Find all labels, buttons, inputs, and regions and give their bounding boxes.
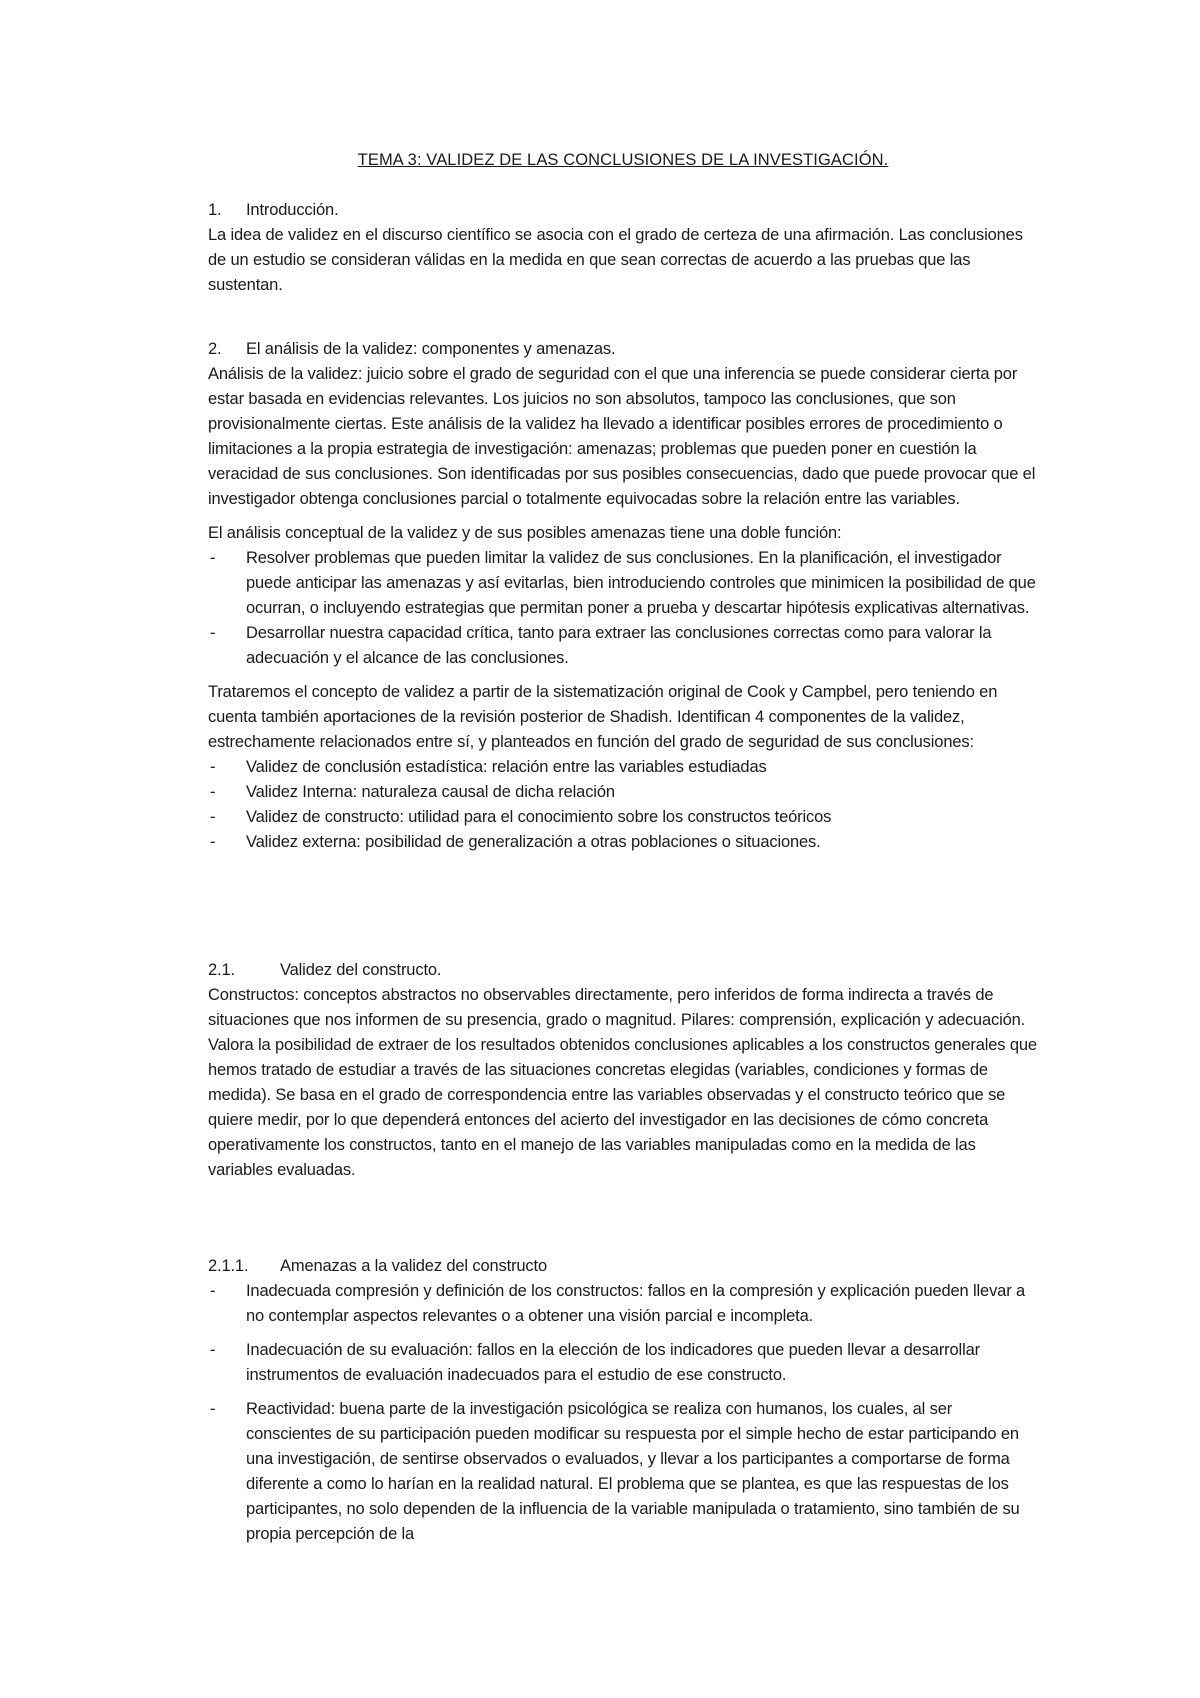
list-item — [208, 805, 1038, 830]
list-item-text: Resolver problemas que pueden limitar la validez de sus conclusiones. En la planificación, el investigador puede anticipar las amenazas y así evitarlas, bien introduciendo controles que minimicen la posibilidad de que ocurran, o incluyendo estrategias que permitan poner a prueba y descartar hipótesis explicativas alternativas. — [246, 549, 1036, 617]
dash-bullet: - — [210, 1282, 216, 1300]
list-item-text: Validez de conclusión estadística: relación entre las variables estudiadas — [246, 758, 767, 776]
paragraph: El análisis conceptual de la validez y de sus posibles amenazas tiene una doble función: — [208, 524, 842, 542]
section-number: 1. — [208, 201, 222, 219]
list-item — [208, 1279, 1038, 1329]
list-item — [208, 621, 1038, 671]
dash-bullet: - — [210, 1400, 216, 1418]
paragraph: Trataremos el concepto de validez a partir de la sistematización original de Cook y Campbel, pero teniendo en cuenta también aportaciones de la revisión posterior de Shadish. Identifican 4 componentes de la validez, estrechamente relacionados entre sí, y planteados en función del grado de seguridad de sus conclusiones: — [208, 683, 998, 751]
list-item-text: Validez externa: posibilidad de generalización a otras poblaciones o situaciones. — [246, 833, 821, 851]
list-item-text: Validez de constructo: utilidad para el conocimiento sobre los constructos teóricos — [246, 808, 832, 826]
list-item — [208, 780, 1038, 805]
list-item — [208, 830, 1038, 855]
section-title: Amenazas a la validez del constructo — [280, 1257, 547, 1275]
paragraph: Análisis de la validez: juicio sobre el grado de seguridad con el que una inferencia se puede considerar cierta por estar basada en evidencias relevantes. Los juicios no son absolutos, tampoco las conclusiones, que son provisionalmente ciertas. Este análisis de la validez ha llevado a identificar posibles errores de procedimiento o limitaciones a la propia estrategia de investigación: amenazas; problemas que pueden poner en cuestión la veracidad de sus conclusiones. Son identificadas por sus posibles consecuencias, dado que puede provocar que el investigador obtenga conclusiones parcial o totalmente equivocadas sobre la relación entre las variables. — [208, 365, 1036, 508]
section-title: Validez del constructo. — [280, 961, 442, 979]
list-item — [208, 546, 1038, 621]
list-item — [208, 755, 1038, 780]
threats-list — [208, 1279, 1038, 1547]
section-title: Introducción. — [246, 201, 339, 219]
dash-bullet: - — [210, 624, 216, 642]
section-amenazas-constructo — [208, 1254, 1038, 1547]
section-heading — [208, 958, 1038, 983]
section-introduccion — [208, 198, 1038, 298]
list-item-text: Desarrollar nuestra capacidad crítica, tanto para extraer las conclusiones correctas como para valorar la adecuación y el alcance de las conclusiones. — [246, 624, 992, 667]
list-item-text: Inadecuación de su evaluación: fallos en la elección de los indicadores que pueden llevar a desarrollar instrumentos de evaluación inadecuados para el estudio de ese constructo. — [246, 1341, 980, 1384]
section-heading — [208, 337, 1038, 362]
paragraph: Constructos: conceptos abstractos no observables directamente, pero inferidos de forma indirecta a través de situaciones que nos informen de su presencia, grado o magnitud. Pilares: comprensión, explicación y adecuación. Valora la posibilidad de extraer de los resultados obtenidos conclusiones aplicables a los constructos generales que hemos tratado de estudiar a través de las situaciones concretas elegidas (variables, condiciones y formas de medida). Se basa en el grado de correspondencia entre las variables observadas y el constructo teórico que se quiere medir, por lo que dependerá entonces del acierto del investigador en las decisiones de cómo concreta operativamente los constructos, tanto en el manejo de las variables manipuladas como en la medida de las variables evaluadas. — [208, 986, 1037, 1179]
dash-bullet: - — [210, 833, 216, 851]
section-validez-constructo — [208, 958, 1038, 1183]
list-item-text: Inadecuada compresión y definición de los constructos: fallos en la compresión y explicación pueden llevar a no contemplar aspectos relevantes o a obtener una visión parcial e incompleta. — [246, 1282, 1026, 1325]
dash-bullet: - — [210, 783, 216, 801]
section-number: 2. — [208, 340, 222, 358]
list-item — [208, 1338, 1038, 1388]
section-title: El análisis de la validez: componentes y amenazas. — [246, 340, 616, 358]
dash-bullet: - — [210, 549, 216, 567]
list-item — [208, 1397, 1038, 1547]
document-title: TEMA 3: VALIDEZ DE LAS CONCLUSIONES DE LA INVESTIGACIÓN. — [357, 151, 889, 169]
section-heading — [208, 1254, 1038, 1279]
dash-bullet: - — [210, 1341, 216, 1359]
list-item-text: Validez Interna: naturaleza causal de dicha relación — [246, 783, 615, 801]
section-number: 2.1. — [208, 961, 235, 979]
section-analisis-validez — [208, 337, 1038, 855]
list-item-text: Reactividad: buena parte de la investigación psicológica se realiza con humanos, los cuales, al ser conscientes de su participación pueden modificar su respuesta por el simple hecho de estar participando en una investigación, de sentirse observados o evaluados, y llevar a los participantes a comportarse de forma diferente a como lo harían en la realidad natural. El problema que se plantea, es que las respuestas de los participantes, no solo dependen de la influencia de la variable manipulada o tratamiento, sino también de su propia percepción de la — [246, 1400, 1020, 1543]
section-number: 2.1.1. — [208, 1257, 249, 1275]
paragraph: La idea de validez en el discurso científico se asocia con el grado de certeza de una afirmación. Las conclusiones de un estudio se consideran válidas en la medida en que sean correctas de acuerdo a las pruebas que las sustentan. — [208, 226, 1023, 294]
dash-bullet: - — [210, 758, 216, 776]
section-heading — [208, 198, 1038, 223]
components-list — [208, 755, 1038, 855]
function-list — [208, 546, 1038, 671]
dash-bullet: - — [210, 808, 216, 826]
